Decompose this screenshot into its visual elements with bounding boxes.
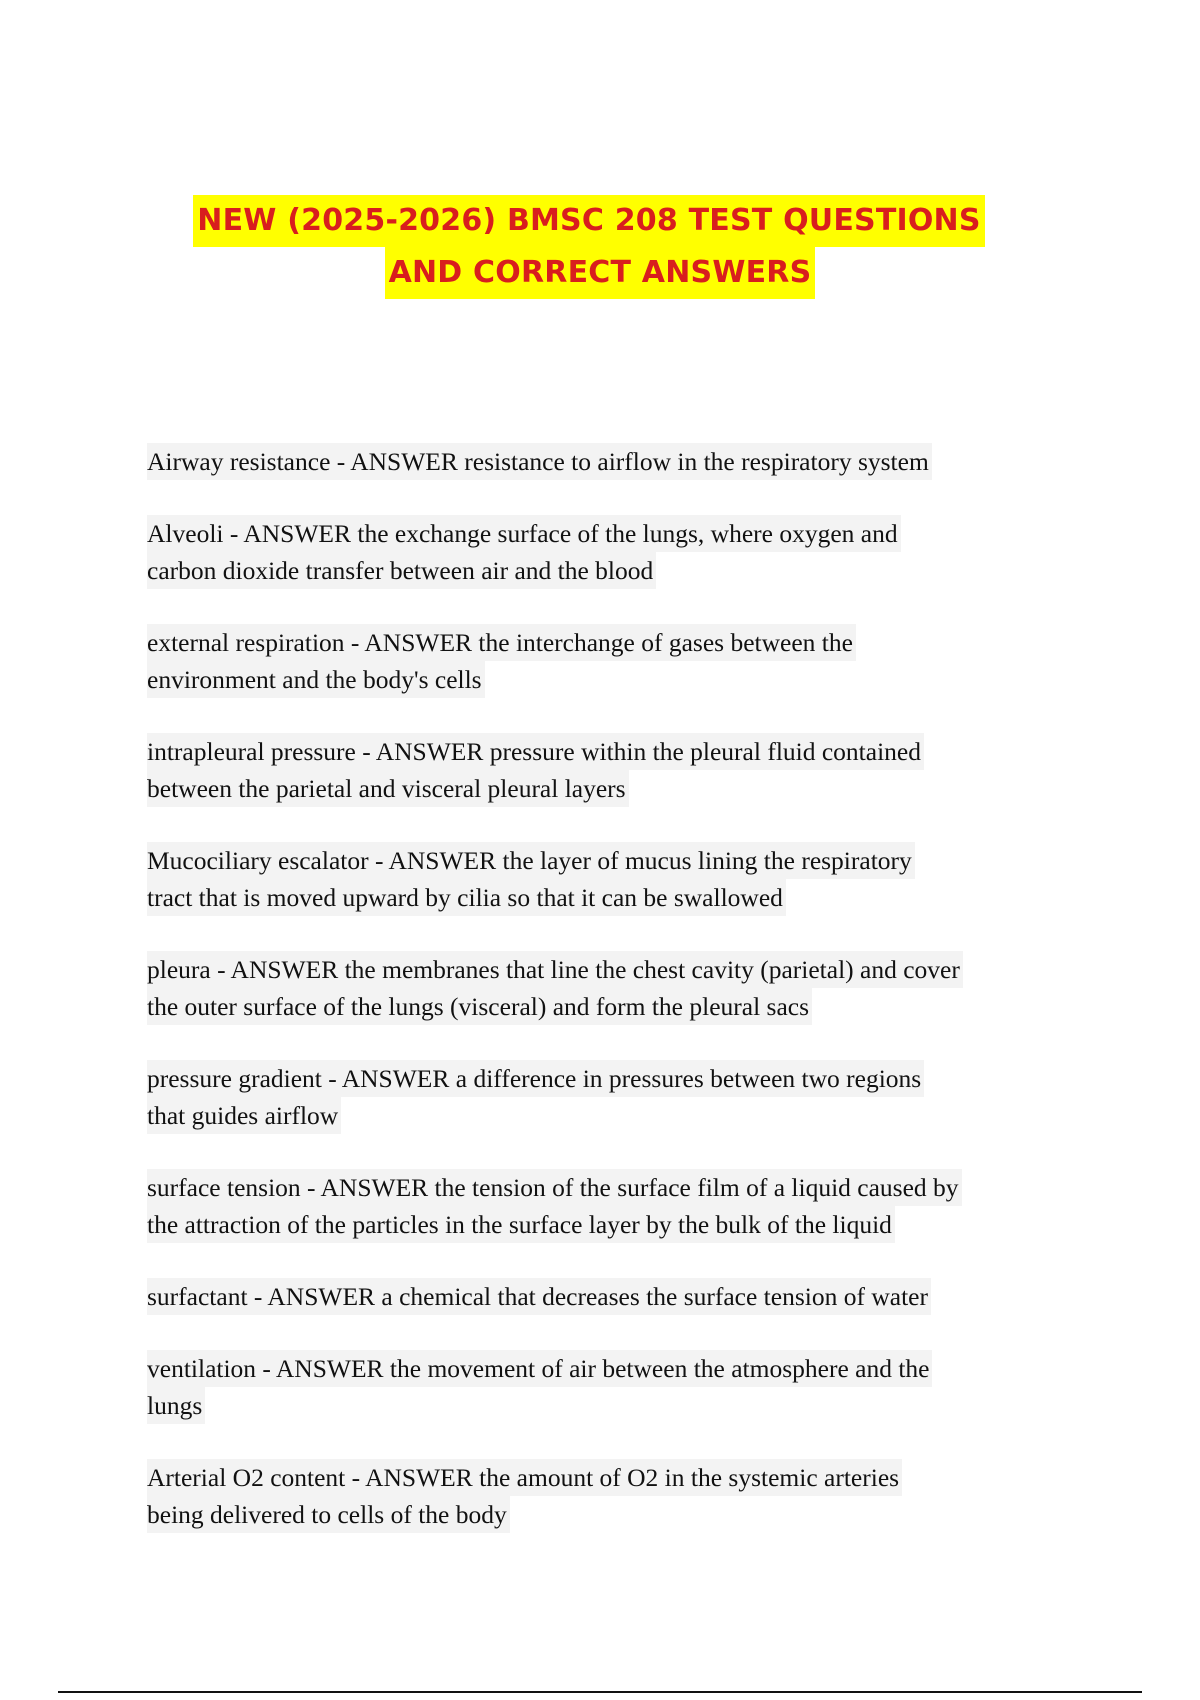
qa-item xyxy=(147,842,1072,916)
qa-text-line: the outer surface of the lungs (visceral) and form the pleural sacs xyxy=(147,988,812,1025)
qa-text-line: ventilation - ANSWER the movement of air between the atmosphere and the xyxy=(147,1350,932,1387)
qa-item xyxy=(147,1169,1072,1243)
qa-text-line: the attraction of the particles in the surface layer by the bulk of the liquid xyxy=(147,1206,895,1243)
qa-text-line: between the parietal and visceral pleural layers xyxy=(147,770,629,807)
document-title xyxy=(0,195,1200,299)
qa-item xyxy=(147,515,1072,589)
qa-item xyxy=(147,1350,1072,1424)
qa-text-line: tract that is moved upward by cilia so that it can be swallowed xyxy=(147,879,786,916)
qa-item xyxy=(147,624,1072,698)
qa-text-line: carbon dioxide transfer between air and the blood xyxy=(147,552,656,589)
qa-item xyxy=(147,1060,1072,1134)
qa-text-line: Airway resistance - ANSWER resistance to airflow in the respiratory system xyxy=(147,443,932,480)
page-bottom-divider xyxy=(58,1691,1142,1693)
qa-text-line: pressure gradient - ANSWER a difference in pressures between two regions xyxy=(147,1060,924,1097)
qa-text-line: external respiration - ANSWER the interchange of gases between the xyxy=(147,624,856,661)
qa-text-line: lungs xyxy=(147,1387,205,1424)
qa-text-line: Mucociliary escalator - ANSWER the layer of mucus lining the respiratory xyxy=(147,842,915,879)
qa-text-line: pleura - ANSWER the membranes that line the chest cavity (parietal) and cover xyxy=(147,951,963,988)
qa-item xyxy=(147,443,1072,480)
title-line-1: NEW (2025-2026) BMSC 208 TEST QUESTIONS xyxy=(193,195,984,247)
qa-item xyxy=(147,951,1072,1025)
qa-text-line: surface tension - ANSWER the tension of the surface film of a liquid caused by xyxy=(147,1169,962,1206)
qa-text-line: surfactant - ANSWER a chemical that decreases the surface tension of water xyxy=(147,1278,931,1315)
qa-item xyxy=(147,733,1072,807)
qa-list xyxy=(147,443,1072,1568)
qa-text-line: Arterial O2 content - ANSWER the amount of O2 in the systemic arteries xyxy=(147,1459,902,1496)
qa-text-line: Alveoli - ANSWER the exchange surface of the lungs, where oxygen and xyxy=(147,515,901,552)
qa-text-line: being delivered to cells of the body xyxy=(147,1496,510,1533)
qa-item xyxy=(147,1459,1072,1533)
qa-text-line: that guides airflow xyxy=(147,1097,341,1134)
qa-text-line: environment and the body's cells xyxy=(147,661,485,698)
qa-text-line: intrapleural pressure - ANSWER pressure within the pleural fluid contained xyxy=(147,733,924,770)
qa-item xyxy=(147,1278,1072,1315)
title-line-2: AND CORRECT ANSWERS xyxy=(385,247,816,299)
